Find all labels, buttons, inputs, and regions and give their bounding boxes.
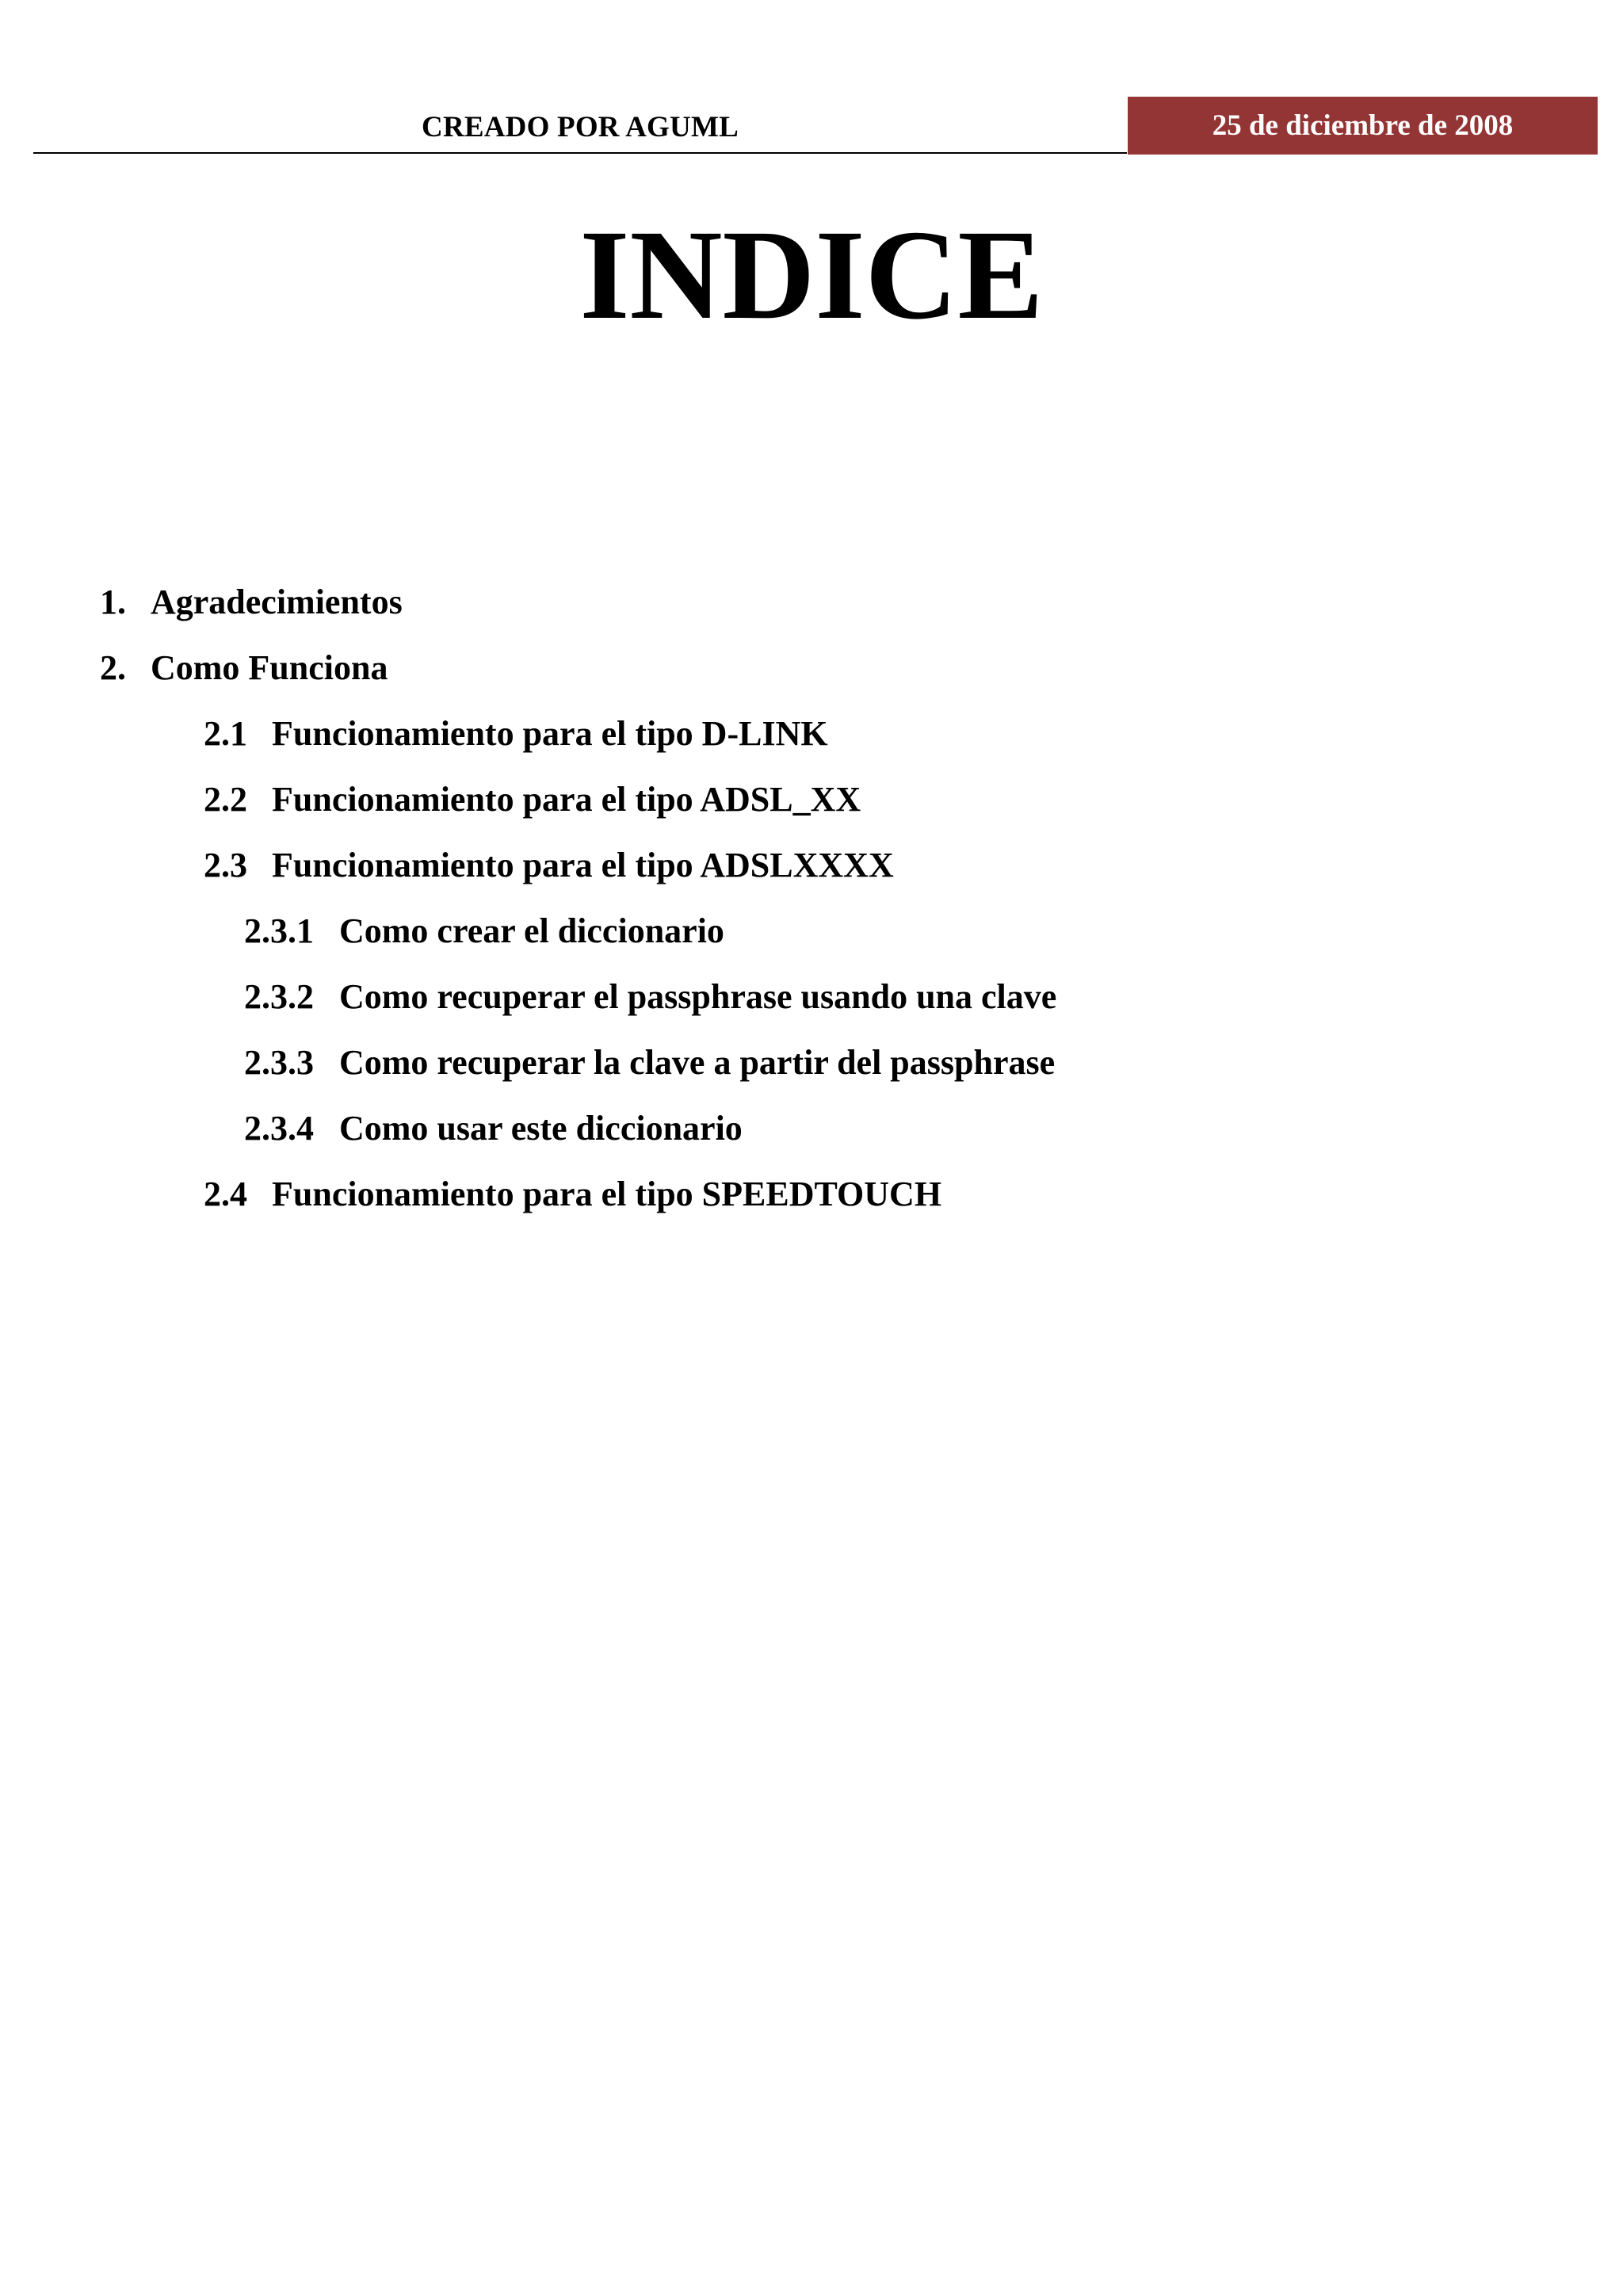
toc-entry-label: Funcionamiento para el tipo SPEEDTOUCH (272, 1175, 942, 1213)
toc-entry-number: 2.4 (204, 1175, 247, 1213)
toc-entry-usar-diccionario (244, 1106, 743, 1151)
page-header (33, 97, 1598, 155)
toc-entry-number: 2.3.1 (244, 911, 314, 950)
toc-entry-number: 2.3.3 (244, 1043, 314, 1082)
header-author: CREADO POR AGUML (422, 111, 739, 143)
toc-entry-adslxxxx (204, 843, 894, 888)
toc-entry-d-link (204, 712, 828, 756)
toc-entry-adsl-xx (204, 777, 861, 822)
toc-entry-label: Como recuperar el passphrase usando una clave (339, 977, 1057, 1016)
toc-entry-label: Como recuperar la clave a partir del passphrase (339, 1043, 1056, 1082)
toc-entry-recuperar-passphrase (244, 975, 1056, 1019)
toc-entry-number: 2.3.2 (244, 977, 314, 1016)
toc-entry-label: Como Funciona (151, 648, 388, 687)
toc-entry-agradecimientos (100, 580, 403, 625)
document-title: INDICE (579, 204, 1044, 346)
toc-entry-label: Agradecimientos (151, 583, 403, 621)
toc-entry-label: Funcionamiento para el tipo D-LINK (272, 714, 828, 753)
toc-entry-number: 2.1 (204, 714, 247, 753)
toc-entry-number: 2.3 (204, 846, 247, 884)
header-date-badge: 25 de diciembre de 2008 (1128, 97, 1598, 155)
toc-entry-crear-diccionario (244, 909, 724, 953)
toc-entry-como-funciona (100, 646, 388, 690)
toc-entry-label: Funcionamiento para el tipo ADSLXXXX (272, 846, 894, 884)
toc-entry-label: Funcionamiento para el tipo ADSL_XX (272, 780, 861, 819)
toc-entry-number: 2.2 (204, 780, 247, 819)
toc-entry-label: Como usar este diccionario (339, 1109, 743, 1148)
toc-entry-number: 2.3.4 (244, 1109, 314, 1148)
toc-entry-speedtouch (204, 1172, 941, 1217)
toc-entry-number: 1. (100, 583, 126, 621)
toc-entry-recuperar-clave (244, 1041, 1055, 1085)
header-rule (33, 152, 1127, 154)
toc-entry-number: 2. (100, 648, 126, 687)
toc-entry-label: Como crear el diccionario (339, 911, 724, 950)
